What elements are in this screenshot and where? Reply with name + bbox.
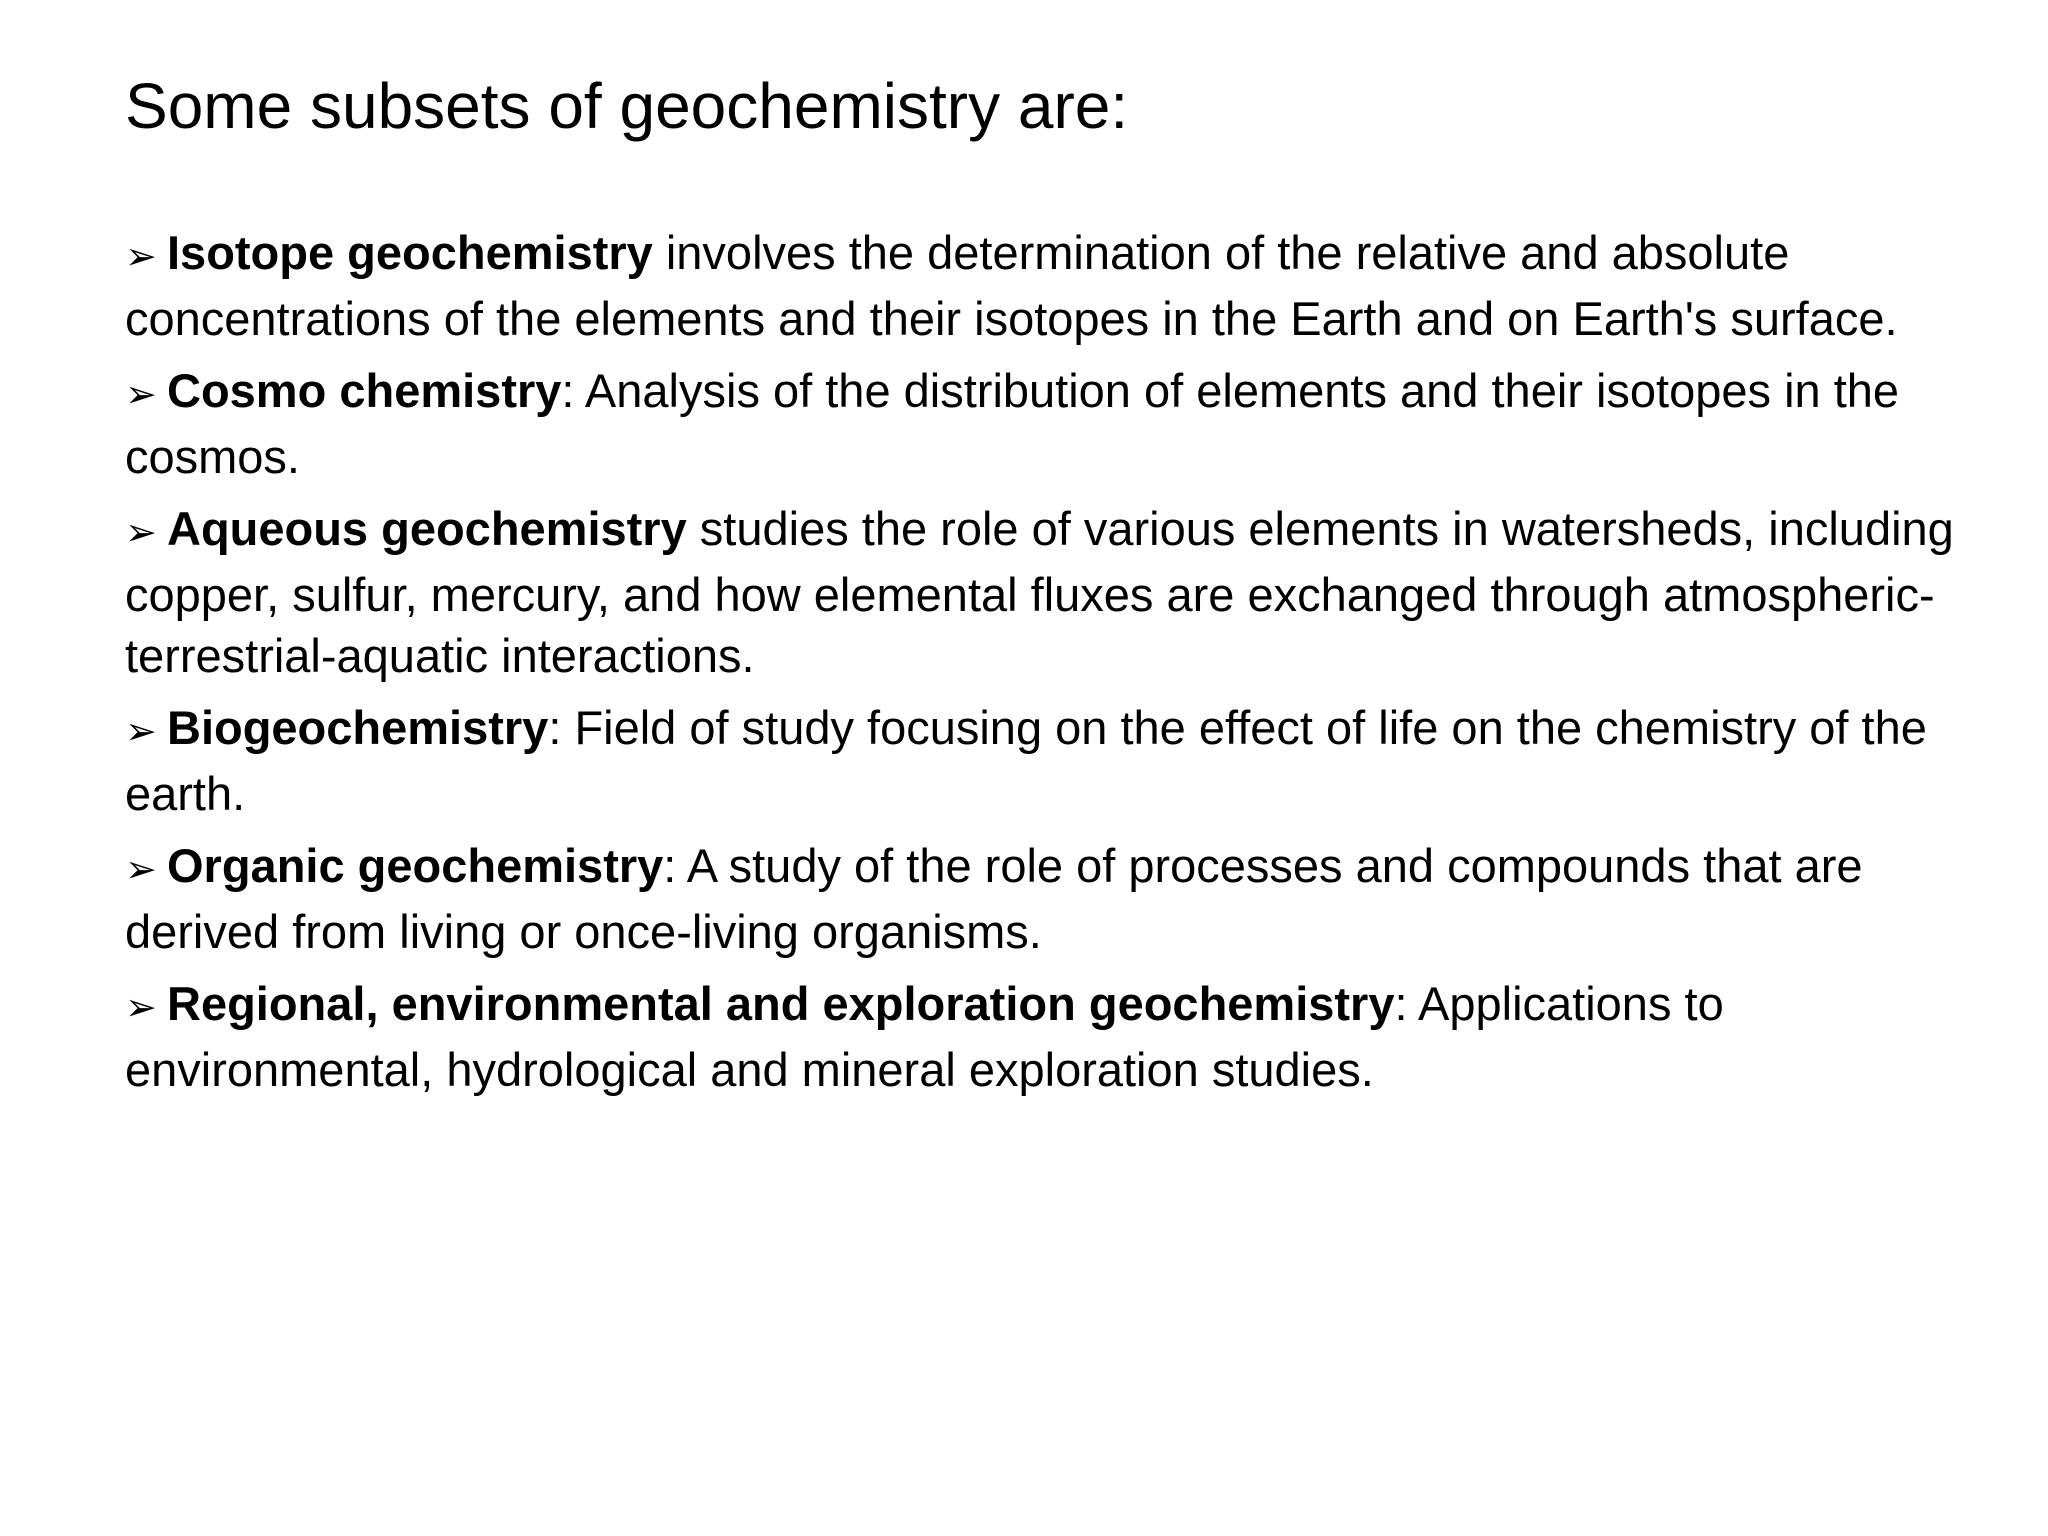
bullet-text: studies the role of various elements in watersheds, including copper, sulfur, mercury, and how elemental fluxes are exchanged through atmospheric-terrestrial-aquatic interactions.	[125, 502, 1954, 682]
slide-title: Some subsets of geochemistry are:	[125, 70, 1129, 142]
list-item-isotope-geochemistry	[125, 222, 1955, 349]
list-item-biogeochemistry	[125, 697, 1955, 824]
bullet-text: : A study of the role of processes and compounds that are derived from living or once-living organisms.	[125, 839, 1863, 958]
arrowhead-bullet-icon: ➢	[125, 711, 157, 753]
list-item-aqueous-geochemistry	[125, 498, 1955, 686]
list-item-cosmo-chemistry	[125, 360, 1955, 487]
arrowhead-bullet-icon: ➢	[125, 849, 157, 891]
bullet-text: : Applications to environmental, hydrological and mineral exploration studies.	[125, 977, 1724, 1096]
bullet-text: involves the determination of the relative and absolute concentrations of the elements and their isotopes in the Earth and on Earth's surface.	[125, 226, 1898, 345]
arrowhead-bullet-icon: ➢	[125, 987, 157, 1029]
arrowhead-bullet-icon: ➢	[125, 236, 157, 278]
bullet-term: Aqueous geochemistry	[167, 502, 687, 555]
bullet-list	[125, 222, 1955, 1111]
arrowhead-bullet-icon: ➢	[125, 374, 157, 416]
arrowhead-bullet-icon: ➢	[125, 512, 157, 554]
bullet-term: Cosmo chemistry	[167, 364, 562, 417]
bullet-text: : Field of study focusing on the effect of life on the chemistry of the earth.	[125, 701, 1927, 820]
list-item-regional-environmental-exploration-geochemistry	[125, 973, 1955, 1100]
bullet-term: Organic geochemistry	[167, 839, 664, 892]
list-item-organic-geochemistry	[125, 835, 1955, 962]
bullet-term: Biogeochemistry	[167, 701, 549, 754]
bullet-term: Isotope geochemistry	[167, 226, 653, 279]
bullet-term: Regional, environmental and exploration geochemistry	[167, 977, 1395, 1030]
bullet-text: : Analysis of the distribution of elements and their isotopes in the cosmos.	[125, 364, 1900, 483]
